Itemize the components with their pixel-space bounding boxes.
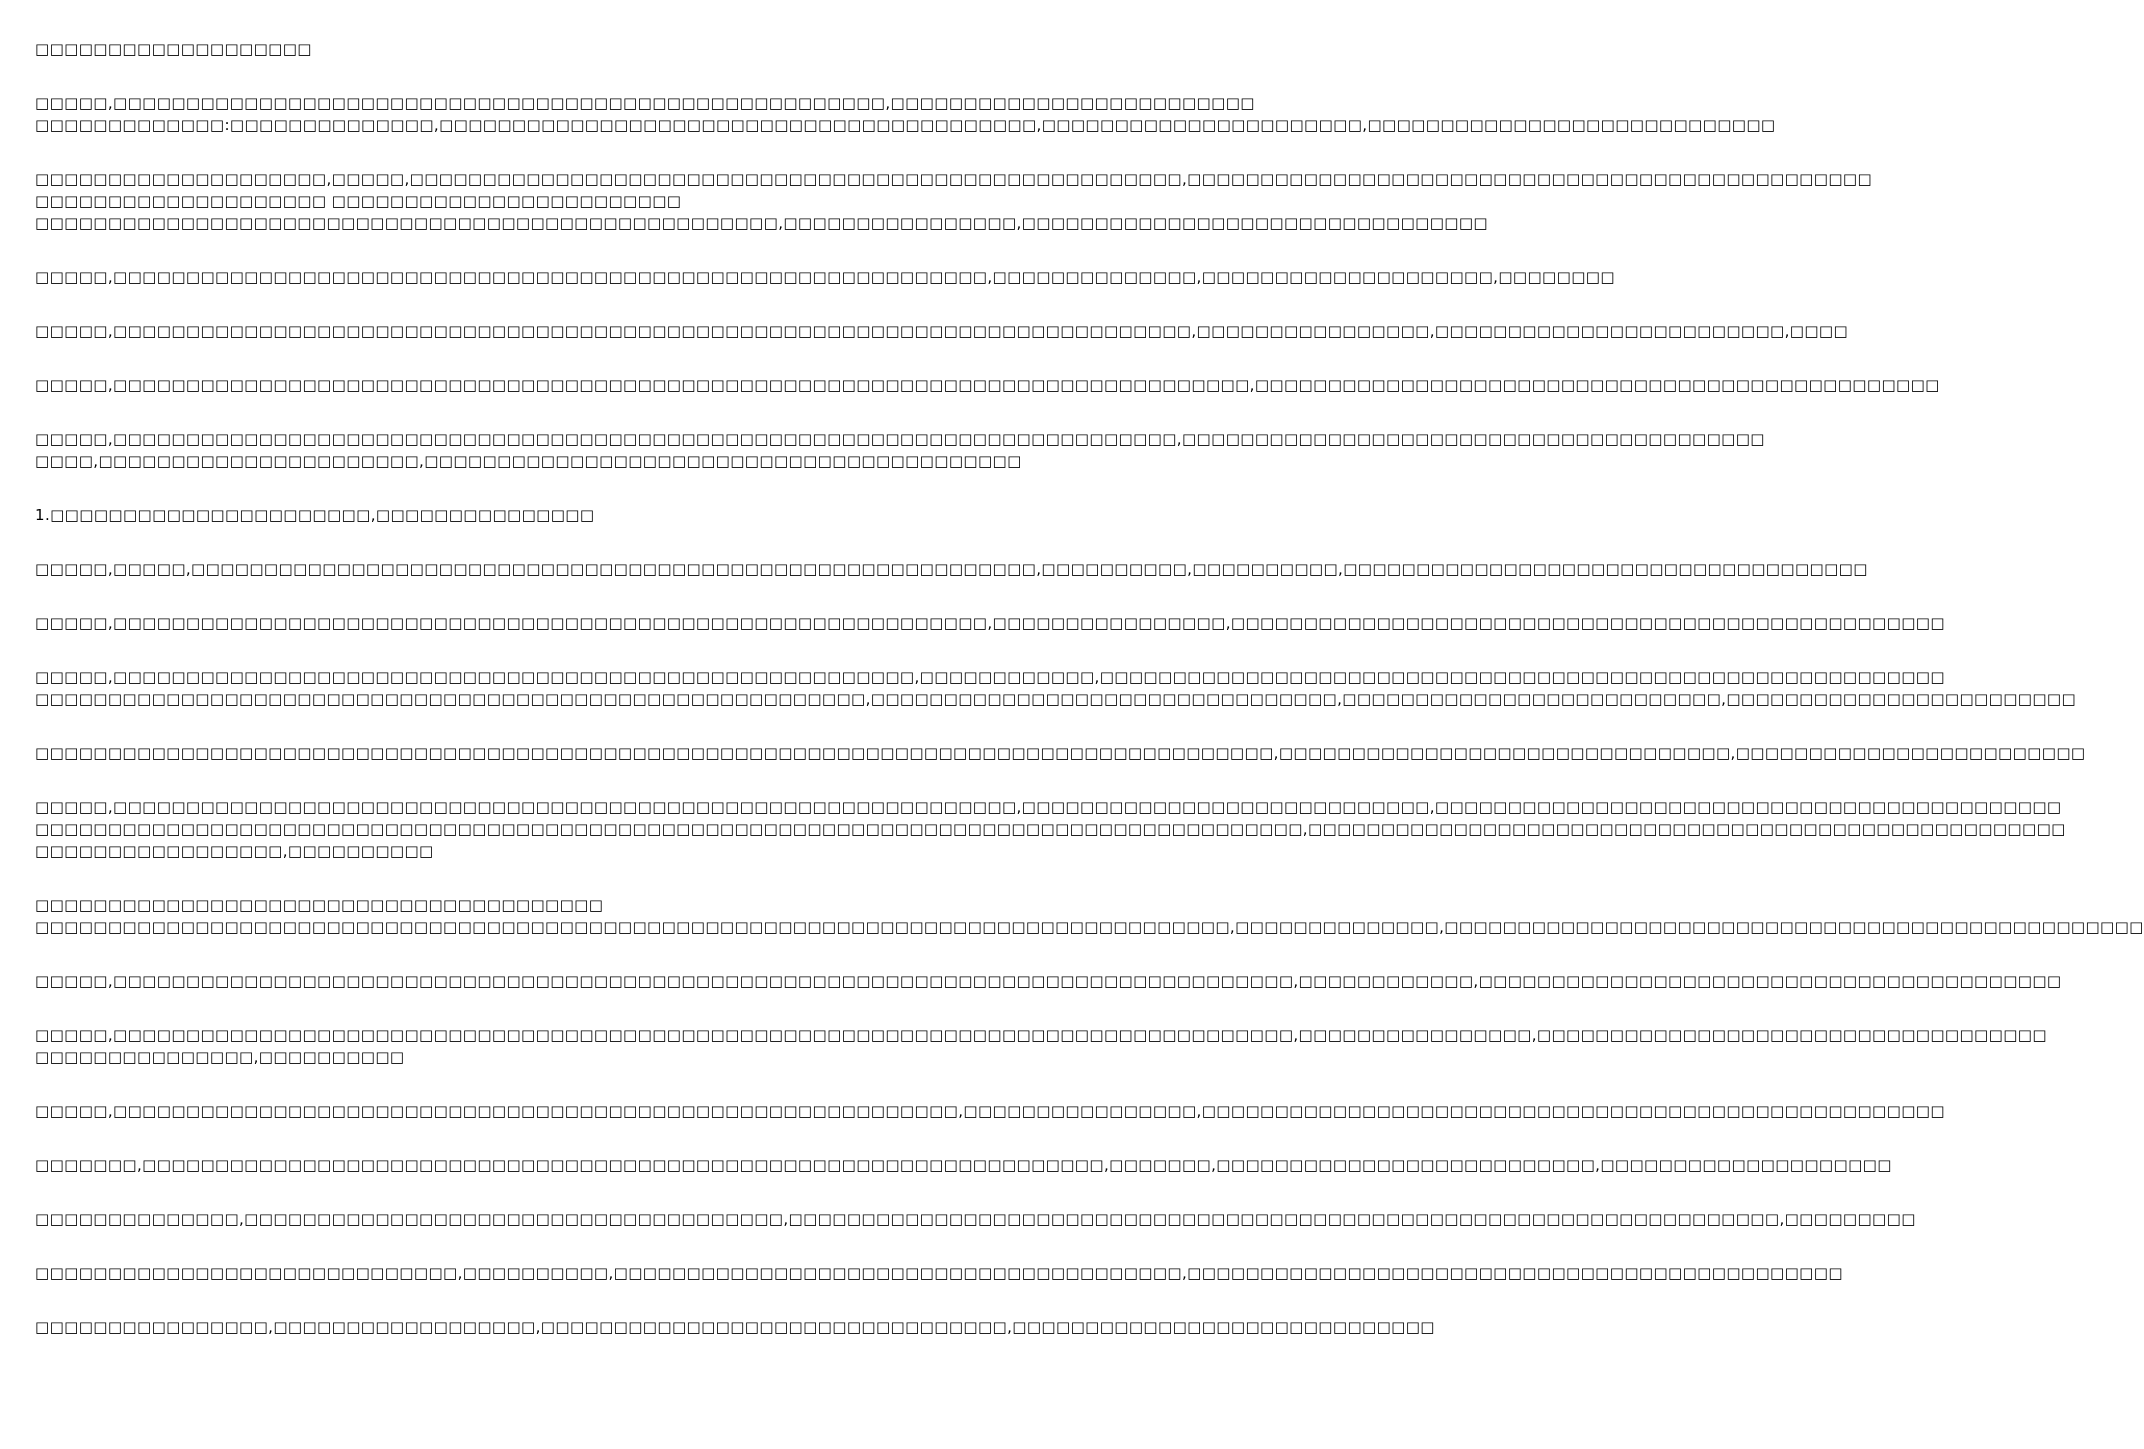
paragraph-spacer (35, 580, 990, 612)
text-line: □□□□□,□□□□□□□□□□□□□□□□□□□□□□□□□□□□□□□□□□□□□□□□□□□□□□□□□□□□□□□□□□□□□□□□□□□□□□□□□□□□□□,□□□□□□□□□□□□□□□□□□□□□□□□□□□□□□□□□□□□□□□□□□□□□□□ (35, 376, 1940, 394)
text-line: □□□□□□□□□□□□□□□□□□□□ □□□□□□□□□□□□□□□□□□□□□□□□ (35, 192, 682, 210)
text-line: □□□□□,□□□□□□□□□□□□□□□□□□□□□□□□□□□□□□□□□□□□□□□□□□□□□□□□□□□□□□□□□□□□□□□□□□□□□□□□□□□□□□□□□,□□□□□□□□□□□□,□□□□□□□□□□□□□□□□□□□□□□□□□□□□□□□□□□□□□□□□ (35, 972, 2062, 990)
text-line: □□□□□□□□□□□□□:□□□□□□□□□□□□□□,□□□□□□□□□□□□□□□□□□□□□□□□□□□□□□□□□□□□□□□□□,□□□□□□□□□□□□□□□□□□□□□□,□□□□□□□□□□□□□□□□□□□□□□□□□□□□ (35, 116, 1776, 134)
paragraph-spacer (35, 764, 990, 796)
text-line: □□□□□□□□□□□□□□□□□□□ (35, 40, 312, 58)
paragraph-spacer (35, 1068, 990, 1100)
text-line: □□□□,□□□□□□□□□□□□□□□□□□□□□□,□□□□□□□□□□□□□□□□□□□□□□□□□□□□□□□□□□□□□□□□□ (35, 452, 1022, 470)
paragraph-spacer (35, 526, 990, 558)
text-line: □□□□□□□□□□□□□□□□□□□□□□□□□□□□□,□□□□□□□□□□,□□□□□□□□□□□□□□□□□□□□□□□□□□□□□□□□□□□□□□□,□□□□□□□□□□□□□□□□□□□□□□□□□□□□□□□□□□□□□□□□□□□□□ (35, 1264, 1843, 1282)
text-line: □□□□□□□□□□□□□□,□□□□□□□□□□□□□□□□□□□□□□□□□□□□□□□□□□□□□,□□□□□□□□□□□□□□□□□□□□□□□□□□□□□□□□□□□□□□□□□□□□□□□□□□□□□□□□□□□□□□□□□□□□,□□□□□□□□□ (35, 1210, 1916, 1228)
paragraph-spacer (35, 1284, 990, 1316)
paragraph-spacer (35, 710, 990, 742)
text-line: □□□□□□□□□□□□□□□□□□□□□□□□□□□□□□□□□□□□□□□□□□□□□□□□□□□□□□□□□,□□□□□□□□□□□□□□□□□□□□□□□□□□□□□□□□,□□□□□□□□□□□□□□□□□□□□□□□□□□,□□□□□□□□□□□□□□□□□□□□□□□□ (35, 690, 2077, 708)
text-line: □□□□□,□□□□□□□□□□□□□□□□□□□□□□□□□□□□□□□□□□□□□□□□□□□□□□□□□□□□□□□□□□□□□□□□□□□□□□□□□□□□□□□□□,□□□□□□□□□□□□□□□□,□□□□□□□□□□□□□□□□□□□□□□□□□□□□□□□□□□□ (35, 1026, 2047, 1044)
text-line: □□□□□□□□□□□□□□□□□□□□□□□□□□□□□□□□□□□□□□□□□□□□□□□□□□□,□□□□□□□□□□□□□□□□,□□□□□□□□□□□□□□□□□□□□□□□□□□□□□□□□ (35, 214, 1488, 232)
paragraph-spacer (35, 288, 990, 320)
document-page (35, 38, 2144, 1438)
paragraph-spacer (35, 60, 990, 92)
text-line: □□□□□,□□□□□□□□□□□□□□□□□□□□□□□□□□□□□□□□□□□□□□□□□□□□□□□□□□□□□□□□□□□□□□□□□□□□□□□□□□,□□□□□□□□□□□□□□□□,□□□□□□□□□□□□□□□□□□□□□□□□,□□□□ (35, 322, 1849, 340)
text-line: □□□□□,□□□□□□□□□□□□□□□□□□□□□□□□□□□□□□□□□□□□□□□□□□□□□□□□□□□□□□□,□□□□□□□□□□□□,□□□□□□□□□□□□□□□□□□□□□□□□□□□□□□□□□□□□□□□□□□□□□□□□□□□□□□□□□□ (35, 668, 1945, 686)
text-line: □□□□□□□,□□□□□□□□□□□□□□□□□□□□□□□□□□□□□□□□□□□□□□□□□□□□□□□□□□□□□□□□□□□□□□□□□□,□□□□□□□,□□□□□□□□□□□□□□□□□□□□□□□□□□,□□□□□□□□□□□□□□□□□□□□ (35, 1156, 1892, 1174)
text-line: □□□□□,□□□□□,□□□□□□□□□□□□□□□□□□□□□□□□□□□□□□□□□□□□□□□□□□□□□□□□□□□□□□□□□□,□□□□□□□□□□,□□□□□□□□□□,□□□□□□□□□□□□□□□□□□□□□□□□□□□□□□□□□□□□ (35, 560, 1868, 578)
paragraph-spacer (35, 992, 990, 1024)
paragraph-spacer (35, 472, 990, 504)
paragraph-spacer (35, 342, 990, 374)
text-line: □□□□□□□□□□□□□□□□□□□□,□□□□□,□□□□□□□□□□□□□□□□□□□□□□□□□□□□□□□□□□□□□□□□□□□□□□□□□□□□□,□□□□□□□□□□□□□□□□□□□□□□□□□□□□□□□□□□□□□□□□□□□□□□□ (35, 170, 1873, 188)
text-line: □□□□□□□□□□□□□□□□□□□□□□□□□□□□□□□□□□□□□□□□□□□□□□□□□□□□□□□□□□□□□□□□□□□□□□□□□□□□□□□□□□,□□□□□□□□□□□□□□,□□□□□□□□□□□□□□□□□□□□□□□□□□□□□□□□□□□□□□□□□□□□□□□□ (35, 918, 2144, 936)
paragraph-spacer (35, 234, 990, 266)
paragraph-spacer (35, 862, 990, 894)
text-line: □□□□□,□□□□□□□□□□□□□□□□□□□□□□□□□□□□□□□□□□□□□□□□□□□□□□□□□□□□□□□□□□,□□□□□□□□□□□□□□□□,□□□□□□□□□□□□□□□□□□□□□□□□□□□□□□□□□□□□□□□□□□□□□□□□□□□ (35, 1102, 1945, 1120)
text-line: □□□□□,□□□□□□□□□□□□□□□□□□□□□□□□□□□□□□□□□□□□□□□□□□□□□□□□□□□□□,□□□□□□□□□□□□□□□□□□□□□□□□□ (35, 94, 1255, 112)
paragraph-spacer (35, 938, 990, 970)
text-line: □□□□□,□□□□□□□□□□□□□□□□□□□□□□□□□□□□□□□□□□□□□□□□□□□□□□□□□□□□□□□□□□□□,□□□□□□□□□□□□□□,□□□□□□□□□□□□□□□□□□□□,□□□□□□□□ (35, 268, 1615, 286)
text-line: □□□□□□□□□□□□□□□,□□□□□□□□□□ (35, 1048, 405, 1066)
text-line: □□□□□,□□□□□□□□□□□□□□□□□□□□□□□□□□□□□□□□□□□□□□□□□□□□□□□□□□□□□□□□□□□□□□□□□□□□□□□□□,□□□□□□□□□□□□□□□□□□□□□□□□□□□□□□□□□□□□□□□□ (35, 430, 1765, 448)
text-line: □□□□□□□□□□□□□□□□,□□□□□□□□□□□□□□□□□□,□□□□□□□□□□□□□□□□□□□□□□□□□□□□□□□□,□□□□□□□□□□□□□□□□□□□□□□□□□□□□□ (35, 1318, 1435, 1336)
paragraph-spacer (35, 396, 990, 428)
text-line: □□□□□□□□□□□□□□□□□,□□□□□□□□□□ (35, 842, 434, 860)
text-line: □□□□□□□□□□□□□□□□□□□□□□□□□□□□□□□□□□□□□□□ (35, 896, 604, 914)
text-line: □□□□□,□□□□□□□□□□□□□□□□□□□□□□□□□□□□□□□□□□□□□□□□□□□□□□□□□□□□□□□□□□□□□□,□□□□□□□□□□□□□□□□□□□□□□□□□□□□,□□□□□□□□□□□□□□□□□□□□□□□□□□□□□□□□□□□□□□□□□□□ (35, 798, 2062, 816)
paragraph-spacer (35, 136, 990, 168)
text-line: □□□□□□□□□□□□□□□□□□□□□□□□□□□□□□□□□□□□□□□□□□□□□□□□□□□□□□□□□□□□□□□□□□□□□□□□□□□□□□□□□□□□□,□□□□□□□□□□□□□□□□□□□□□□□□□□□□□□□,□□□□□□□□□□□□□□□□□□□□□□□□ (35, 744, 2086, 762)
text-line: □□□□□,□□□□□□□□□□□□□□□□□□□□□□□□□□□□□□□□□□□□□□□□□□□□□□□□□□□□□□□□□□□□,□□□□□□□□□□□□□□□□,□□□□□□□□□□□□□□□□□□□□□□□□□□□□□□□□□□□□□□□□□□□□□□□□□ (35, 614, 1945, 632)
paragraph-spacer (35, 1230, 990, 1262)
text-line: □□□□□□□□□□□□□□□□□□□□□□□□□□□□□□□□□□□□□□□□□□□□□□□□□□□□□□□□□□□□□□□□□□□□□□□□□□□□□□□□□□□□□□□,□□□□□□□□□□□□□□□□□□□□□□□□□□□□□□□□□□□□□□□□□□□□□□□□□□□□ (35, 820, 2066, 838)
paragraph-spacer (35, 634, 990, 666)
paragraph-spacer (35, 1122, 990, 1154)
paragraph-spacer (35, 1176, 990, 1208)
text-line: 1.□□□□□□□□□□□□□□□□□□□□□□,□□□□□□□□□□□□□□□ (35, 506, 595, 524)
